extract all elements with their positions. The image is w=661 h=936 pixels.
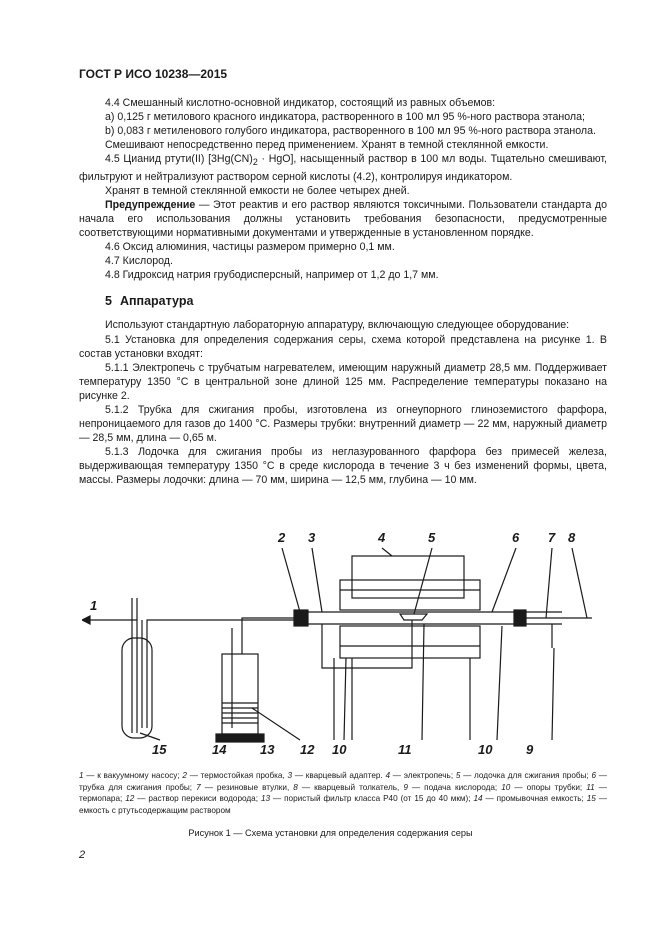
legend-item: 9 — подача кислорода; [403,782,502,792]
legend-item: 13 — пористый фильтр класса Р40 (от 15 до 40 мкм); [260,794,474,803]
callout-13: 13 [260,742,275,757]
callout-6: 6 [512,530,520,545]
heat-stopper [294,610,308,626]
thermocouple [322,620,412,668]
para-4-4-c: Смешивают непосредственно перед применением. Хранят в темной стеклянной емкости. [105,139,549,152]
section-5-heading [79,294,607,308]
legend-item: 11 — термопара; [79,782,607,803]
legend-item: 12 — раствор перекиси водорода; [125,794,261,803]
legend-item: 7 — резиновые втулки, [196,782,294,792]
callout-14: 14 [212,742,227,757]
callout-7: 7 [548,530,556,545]
para-4-6: 4.6 Оксид алюминия, частицы размером примерно 0,1 мм. [105,241,395,254]
callout-3: 3 [308,530,316,545]
callout-5: 5 [428,530,436,545]
callout-2: 2 [278,530,286,545]
furnace-lid [352,556,464,598]
legend-item: 10 — опоры трубки; [501,782,587,792]
para-4-8: 4.8 Гидроксид натрия грубодисперсный, например от 1,2 до 1,7 мм. [105,269,439,282]
section-number: 5 [105,294,112,309]
para-4-5-b: Хранят в темной стеклянной емкости не более четырех дней. [105,184,410,197]
callout-12: 12 [300,742,315,757]
apparatus-diagram [82,528,602,763]
combustion-boat [400,614,427,620]
wash-bottle [222,654,258,734]
warning-text: — Этот реактив и его раствор являются токсичными. Пользователи стандарта до начала его использования должны установить требования безопасности, предусмотренные соответствующими нормативными документами и утвержденные в установленном порядке. [79,198,607,239]
para-4-4-b: b) 0,083 г метиленового голубого индикатора, растворенного в 100 мл 95 %-ного раствора этанола. [105,125,596,138]
para-4-7: 4.7 Кислород. [105,255,173,268]
para-5-1-1: 5.1.1 Электропечь с трубчатым нагревателем, имеющим наружный диаметр 28,5 мм. Поддерживает температуру 1350 °С в центральной зоне длиной 125 мм. Распределение температуры показано на рисунке 2. [79,361,607,402]
legend-item: 2 — термостойкая пробка, [182,771,288,780]
legend-item: 4 — электропечь; [385,771,456,780]
para-5-intro: Используют стандартную лабораторную аппаратуру, включающую следующее оборудование: [105,319,570,332]
callout-10-right: 10 [478,742,493,757]
warning [79,198,607,240]
legend-item: 1 — к вакуумному насосу; [79,771,183,780]
callout-10-left: 10 [332,742,347,757]
figure-caption: Рисунок 1 — Схема установки для определения содержания серы [188,828,473,838]
para-4-5-sub: 2 [252,157,258,168]
section-title: Аппаратура [119,294,194,309]
para-5-1-2: 5.1.2 Трубка для сжигания пробы, изготовлена из огнеупорного глиноземистого фарфора, непроницаемого для газов до 1400 °С. Размеры трубки: внутренний диаметр — 22 мм, наружный диаметр — 28,5 мм, длина — 0,65 м. [79,403,607,445]
callout-11: 11 [398,742,412,757]
legend-item: 14 — промывочная емкость; [473,794,587,803]
document-header: ГОСТ Р ИСО 10238—2015 [79,67,228,81]
callout-15: 15 [152,742,167,757]
gas-line-out [242,618,294,654]
legend-item: 3 — кварцевый адаптер. [287,771,386,780]
para-4-5-pre: 4.5 Цианид ртути(II) [3Hg(CN) [105,153,253,166]
para-5-1-3: 5.1.3 Лодочка для сжигания пробы из неглазурованного фарфора без примесей железа, выдерживающая температуру 1350 °С в среде кислорода в течение 3 ч без изменений формы, цвета, массы. Размеры лодочки: длина — 70 мм, ширина — 12,5 мм, глубина — 10 мм. [79,446,607,487]
para-4-5-post: · HgO], насыщенный раствор в 100 мл воды. Тщательно смешивают, фильтруют и нейтрализуют раствором серной кислоты (4.2), контролируя индикатором. [79,153,608,183]
page-number: 2 [79,849,86,861]
para-5-1: 5.1 Установка для определения содержания серы, схема которой представлена на рисунке 1. В состав установки входят: [79,333,607,360]
legend-item: 15 — емкость с ртутьсодержащим раствором [79,794,607,815]
legend-item: 6 — трубка для сжигания пробы; [79,771,607,792]
callout-4: 4 [378,530,386,545]
para-4-4: 4.4 Смешанный кислотно-основной индикатор, состоящий из равных объемов: [105,97,496,109]
para-4-5 [79,152,607,183]
rubber-sleeve [514,610,526,626]
callout-1: 1 [90,598,98,613]
legend-item: 5 — лодочка для сжигания пробы; [455,771,592,780]
callout-8: 8 [568,530,576,545]
furnace-bottom-block [340,626,480,658]
warning-label: Предупреждение [105,198,196,211]
para-4-4-a: a) 0,125 г метилового красного индикатора, растворенного в 100 мл 95 %-ного раствора этанола; [105,111,585,124]
furnace-top-block [340,580,480,610]
figure-legend [79,770,607,816]
callout-9: 9 [526,742,534,757]
legend-item: 8 — кварцевый толкатель, [293,782,404,792]
body-text [79,96,607,488]
